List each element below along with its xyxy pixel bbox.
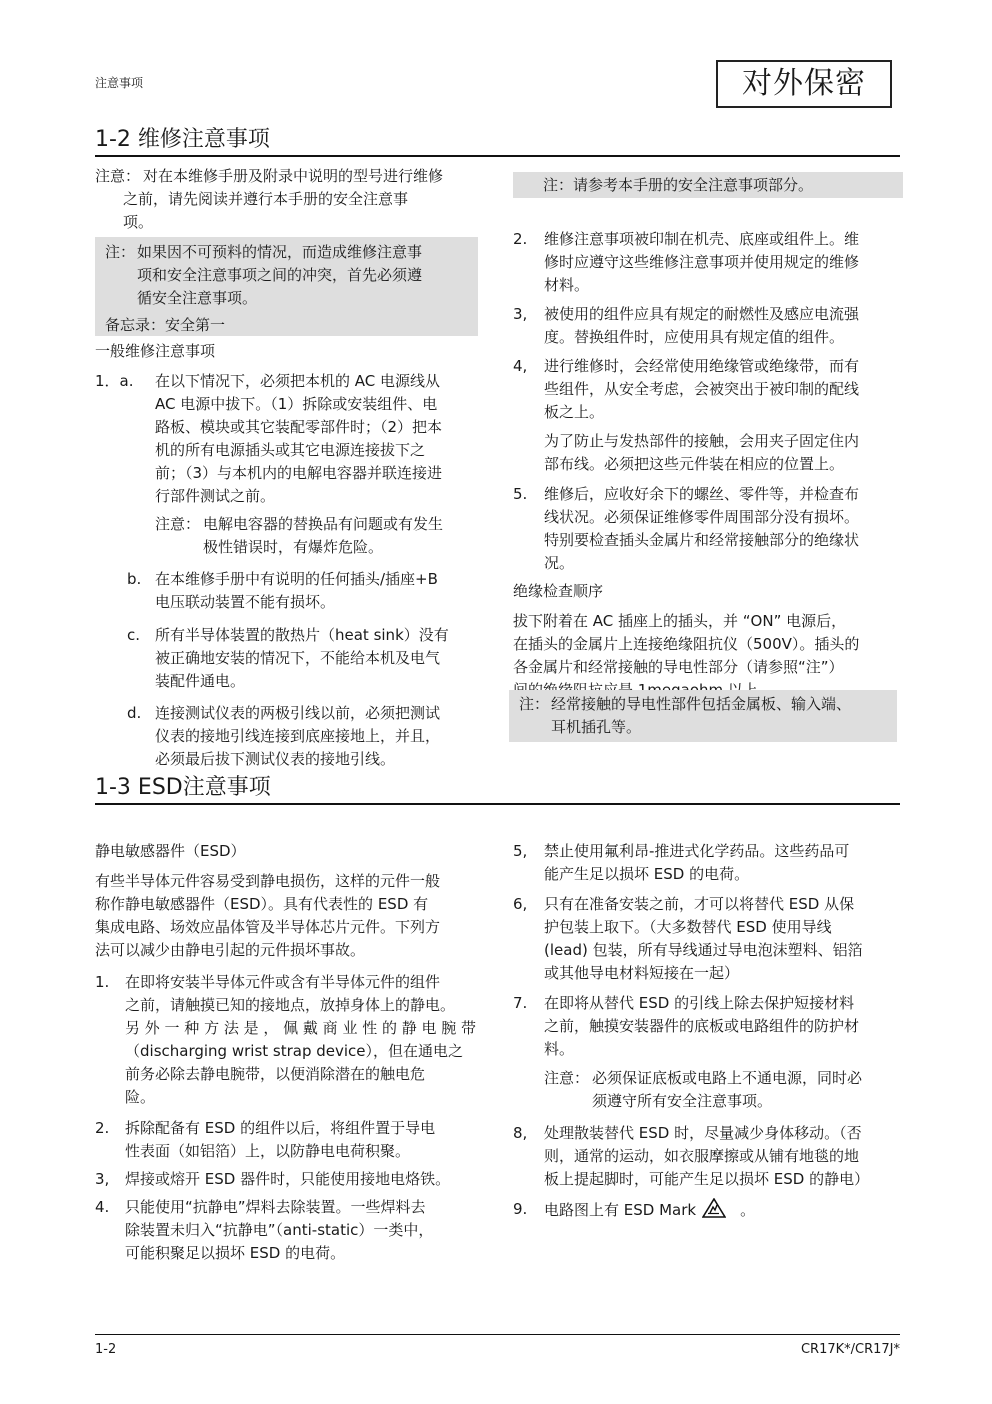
item-number: 5,	[513, 842, 528, 860]
item-line: 必须最后拔下测试仪表的接地引线。	[155, 750, 396, 768]
item-line: 况。	[544, 554, 575, 572]
box-line: 如果因不可预料的情况，而造成维修注意事	[137, 243, 423, 261]
item-line: 维修注意事项被印制在机壳、底座或组件上。维	[544, 230, 860, 248]
item-line: 板之上。	[544, 403, 605, 421]
sec12-right-column	[513, 172, 903, 702]
item-number: 4.	[95, 1198, 110, 1216]
note-line: 之前，请先阅读并遵行本手册的安全注意事	[123, 190, 409, 208]
item-number: 1．a.	[95, 372, 134, 390]
item-line: 焊接或熔开 ESD 器件时，只能使用接地电烙铁。	[125, 1170, 451, 1188]
item-line: 处理散装替代 ESD 时，尽量减少身体移动。（否	[544, 1124, 862, 1142]
item-line: 险。	[125, 1088, 156, 1106]
item-line: 装配件通电。	[155, 672, 246, 690]
note-line: 必须保证底板或电路上不通电源，同时必	[592, 1069, 863, 1087]
item-line: 前务必除去静电腕带，以便消除潜在的触电危	[125, 1065, 426, 1083]
paragraph-line: 拔下附着在 AC 插座上的插头，并 “ON” 电源后，	[513, 612, 847, 630]
item-line: 度。替换组件时，应使用具有规定值的组件。	[544, 328, 845, 346]
paragraph-line: 有些半导体元件容易受到静电损伤，这样的元件一般	[95, 872, 441, 890]
footer-model-number: CR17K*/CR17J*	[800, 1342, 900, 1357]
note-line: 对在本维修手册及附录中说明的型号进行维修	[143, 167, 444, 185]
confidential-stamp: 对外保密	[716, 60, 892, 108]
item-line: 禁止使用氟利昂-推进式化学药品。这些药品可	[544, 842, 850, 860]
footer-rule	[95, 1334, 900, 1335]
insulation-check-heading: 绝缘检查顺序	[513, 582, 604, 600]
item-1a	[95, 370, 480, 510]
shaded-note-bottom	[509, 690, 897, 742]
item-line: 板上提起脚时，可能产生足以损坏 ESD 的静电）	[544, 1170, 870, 1188]
paragraph-line: 称作静电敏感器件（ESD）。具有代表性的 ESD 有	[95, 895, 429, 913]
note-read-manual	[95, 165, 480, 234]
item-1b	[95, 568, 480, 614]
item-line: 电路图上有 ESD Mark	[544, 1201, 697, 1219]
esd-item-8	[513, 1122, 903, 1191]
item-line: 材料。	[544, 276, 590, 294]
item-line: （discharging wrist strap device），但在通电之	[125, 1042, 464, 1060]
box-line: 循安全注意事项。	[137, 289, 258, 307]
item-line: 修时应遵守这些维修注意事项并使用规定的维修	[544, 253, 860, 271]
header-section-label: 注意事项	[95, 76, 144, 90]
item-number: b.	[127, 570, 142, 588]
note-line: 极性错误时，有爆炸危险。	[203, 538, 384, 556]
item-line: 之前，触摸安装器件的底板或电路组件的防护材	[544, 1017, 860, 1035]
item-line: 特别要检查插头金属片和经常接触部分的绝缘状	[544, 531, 860, 549]
box-line: 经常接触的导电性部件包括金属板、输入端、	[551, 695, 852, 713]
box-line: 耳机插孔等。	[551, 718, 642, 736]
esd-item-4	[95, 1196, 480, 1265]
esd-item-1	[95, 971, 480, 1109]
box-prefix: 注：	[519, 695, 550, 713]
item-4-paragraph	[513, 430, 903, 476]
memo-safety-first: 备忘录：安全第一	[105, 316, 226, 334]
item-number: 2.	[513, 230, 528, 248]
paragraph-line: 在插头的金属片上连接绝缘阻抗仪（500V）。插头的	[513, 635, 860, 653]
item-2	[513, 228, 903, 297]
item-line: 性表面（如铝箔）上，以防静电电荷积聚。	[125, 1142, 411, 1160]
esd-item-7-note	[513, 1067, 903, 1113]
esd-item-9	[513, 1198, 903, 1224]
item-number: 7.	[513, 994, 528, 1012]
note-line: 电解电容器的替换品有问题或有发生	[203, 515, 444, 533]
item-number: 1.	[95, 973, 110, 991]
general-precautions-heading: 一般维修注意事项	[95, 342, 216, 360]
shaded-note-top	[513, 172, 903, 198]
sec13-left-column	[95, 840, 480, 1265]
section-title-1-2: 1-2 维修注意事项	[95, 127, 270, 152]
insulation-check-paragraph	[513, 610, 903, 702]
item-line: 之前，请触摸已知的接地点，放掉身体上的静电。	[125, 996, 456, 1014]
item-line: 仪表的接地引线连接到底座接地上，并且，	[155, 727, 441, 745]
esd-item-3	[95, 1168, 480, 1191]
esd-item-5	[513, 840, 903, 886]
item-line-end: 。	[740, 1201, 756, 1219]
item-line: 进行维修时，会经常使用绝缘管或绝缘带，而有	[544, 357, 860, 375]
note-prefix: 注意：	[95, 167, 141, 185]
item-line: 连接测试仪表的两极引线以前，必须把测试	[155, 704, 441, 722]
section-title-1-3: 1-3 ESD注意事项	[95, 775, 271, 800]
item-line: 料。	[544, 1040, 575, 1058]
item-line: 维修后，应收好余下的螺丝、零件等，并检查布	[544, 485, 860, 503]
item-line: 电压联动装置不能有损坏。	[155, 593, 336, 611]
item-line: 除装置未归入“抗静电”（anti-static）一类中，	[125, 1221, 434, 1239]
item-number: 3,	[95, 1170, 110, 1188]
paragraph-line: 法可以减少由静电引起的元件损坏事故。	[95, 941, 366, 959]
item-line: 只有在准备安装之前，才可以将替代 ESD 从保	[544, 895, 855, 913]
section-rule	[95, 155, 900, 157]
item-line: 在即将从替代 ESD 的引线上除去保护短接材料	[544, 994, 855, 1012]
item-line: AC 电源中拔下。（1）拆除或安装组件、电	[155, 395, 438, 413]
box-prefix: 注：	[105, 243, 136, 261]
item-line: (lead) 包装，所有导线通过导电泡沫塑料、铝箔	[544, 941, 863, 959]
note-line: 须遵守所有安全注意事项。	[592, 1092, 773, 1110]
item-line: 在以下情况下，必须把本机的 AC 电源线从	[155, 372, 441, 390]
item-4	[513, 355, 903, 424]
item-line: 些组件，从安全考虑，会被突出于被印制的配线	[544, 380, 860, 398]
item-number: d.	[127, 704, 142, 722]
item-5	[513, 483, 903, 575]
esd-heading: 静电敏感器件（ESD）	[95, 842, 246, 860]
note-prefix: 注意：	[544, 1069, 590, 1087]
paragraph-line: 各金属片和经常接触的导电性部分（请参照“注”）	[513, 658, 844, 676]
box-line: 项和安全注意事项之间的冲突，首先必须遵	[137, 266, 423, 284]
item-line: 护包装上取下。（大多数替代 ESD 使用导线	[544, 918, 832, 936]
esd-mark-icon	[702, 1198, 726, 1225]
note-line: 项。	[123, 213, 154, 231]
esd-item-6	[513, 893, 903, 985]
item-line: 另 外 一 种 方 法 是 ， 佩 戴 商 业 性 的 静 电 腕 带	[125, 1019, 477, 1037]
item-1a-note	[95, 513, 480, 559]
item-line: 路板、模块或其它装配零部件时；（2）把本	[155, 418, 443, 436]
item-number: 5.	[513, 485, 528, 503]
item-number: 4,	[513, 357, 528, 375]
item-line: 行部件测试之前。	[155, 487, 276, 505]
item-line: 所有半导体装置的散热片（heat sink）没有	[155, 626, 449, 644]
esd-item-2	[95, 1117, 480, 1163]
footer-page-number: 1-2	[95, 1342, 117, 1357]
item-line: 被正确地安装的情况下，不能给本机及电气	[155, 649, 441, 667]
item-number: 3,	[513, 305, 528, 323]
item-line: 前；（3）与本机内的电解电容器并联连接进	[155, 464, 443, 482]
item-line: 在即将安装半导体元件或含有半导体元件的组件	[125, 973, 441, 991]
item-line: 只能使用“抗静电”焊料去除装置。一些焊料去	[125, 1198, 426, 1216]
item-line: 线状况。必须保证维修零件周围部分没有损坏。	[544, 508, 860, 526]
item-number: c.	[127, 626, 141, 644]
item-line: 可能积聚足以损坏 ESD 的电荷。	[125, 1244, 346, 1262]
item-line: 机的所有电源插头或其它电源连接拔下之	[155, 441, 426, 459]
item-line: 则，通常的运动，如衣服摩擦或从铺有地毯的地	[544, 1147, 860, 1165]
item-line: 被使用的组件应具有规定的耐燃性及感应电流强	[544, 305, 860, 323]
item-number: 6,	[513, 895, 528, 913]
shaded-note-box	[95, 237, 478, 336]
box-line: 注：请参考本手册的安全注意事项部分。	[543, 176, 814, 194]
item-line: 或其他导电材料短接在一起）	[544, 964, 740, 982]
item-line: 在本维修手册中有说明的任何插头/插座+B	[155, 570, 438, 588]
item-1d	[95, 702, 480, 771]
item-line: 为了防止与发热部件的接触，会用夹子固定住内	[544, 432, 860, 450]
esd-item-9-line	[544, 1198, 755, 1225]
sec12-left-column	[95, 165, 480, 771]
item-number: 9.	[513, 1200, 528, 1218]
paragraph-line: 集成电路、场效应晶体管及半导体芯片元件。下列方	[95, 918, 441, 936]
item-line: 部布线。必须把这些元件装在相应的位置上。	[544, 455, 845, 473]
section-rule	[95, 803, 900, 805]
item-line: 能产生足以损坏 ESD 的电荷。	[544, 865, 750, 883]
item-line: 拆除配备有 ESD 的组件以后，将组件置于导电	[125, 1119, 436, 1137]
item-3	[513, 303, 903, 349]
esd-item-7	[513, 992, 903, 1061]
note-prefix: 注意：	[155, 515, 201, 533]
esd-intro-paragraph	[95, 870, 480, 962]
item-number: 8,	[513, 1124, 528, 1142]
item-1c	[95, 624, 480, 693]
sec13-right-column	[513, 840, 903, 1224]
item-number: 2.	[95, 1119, 110, 1137]
